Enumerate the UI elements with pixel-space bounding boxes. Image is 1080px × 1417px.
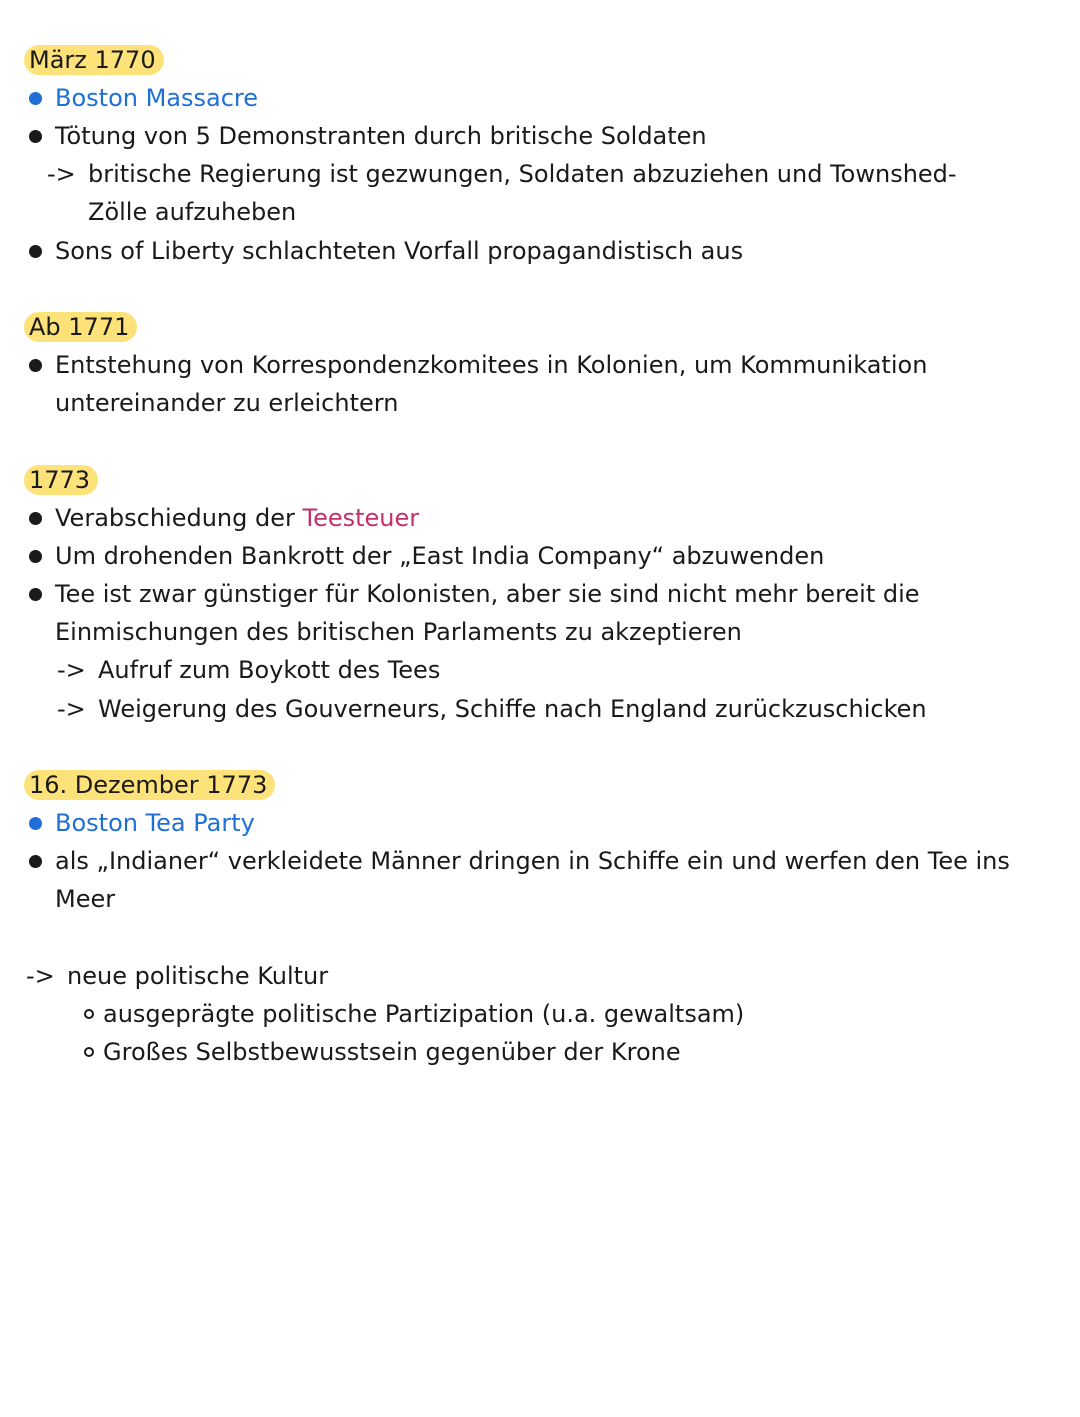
bullet-text-continued: Einmischungen des britischen Parlaments zu akzeptieren [55,618,742,646]
bullet-text: Tee ist zwar günstiger für Kolonisten, aber sie sind nicht mehr bereit die [55,580,920,608]
bullet-text-prefix: Verabschiedung der [55,504,303,532]
bullet-text-continued: Meer [55,885,116,913]
bullet-dot [29,512,42,525]
bullet-text: Entstehung von Korrespondenzkomitees in Kolonien, um Kommunikation [55,351,928,379]
consequence-text: Weigerung des Gouverneurs, Schiffe nach England zurückzuschicken [98,695,927,723]
bullet-dot [29,245,42,258]
date-label-ab-1771: Ab 1771 [24,312,137,342]
keyword-teesteuer: Teesteuer [302,504,420,532]
bullet-dot [29,130,42,143]
bullet-text: als „Indianer“ verkleidete Männer dringen in Schiffe ein und werfen den Tee ins [55,847,1010,875]
arrow-icon: -> [26,962,55,990]
consequence-text: britische Regierung ist gezwungen, Soldaten abzuziehen und Townshed- [88,160,957,188]
bullet-text: Sons of Liberty schlachteten Vorfall propagandistisch aus [55,237,744,265]
consequence-text-continued: Zölle aufzuheben [88,198,297,226]
arrow-icon: -> [57,656,86,684]
sub-bullet-circle [84,1009,94,1019]
topic-boston-massacre: Boston Massacre [55,84,259,112]
topic-boston-tea-party: Boston Tea Party [55,809,255,837]
arrow-icon: -> [47,160,76,188]
bullet-text: Tötung von 5 Demonstranten durch britische Soldaten [55,122,707,150]
bullet-text: Um drohenden Bankrott der „East India Company“ abzuwenden [55,542,825,570]
date-label-16-dezember-1773: 16. Dezember 1773 [24,770,275,800]
consequence-text: Aufruf zum Boykott des Tees [98,656,441,684]
bullet-dot [29,359,42,372]
arrow-icon: -> [57,695,86,723]
date-label-1773: 1773 [24,465,98,495]
bullet-dot-blue [29,817,42,830]
sub-bullet-text: ausgeprägte politische Partizipation (u.a. gewaltsam) [103,1000,745,1028]
bullet-dot-blue [29,92,42,105]
bullet-dot [29,550,42,563]
date-label-march-1770: März 1770 [24,45,164,75]
sub-bullet-text: Großes Selbstbewusstsein gegenüber der Krone [103,1038,681,1066]
bullet-dot [29,588,42,601]
bullet-dot [29,855,42,868]
bullet-text-continued: untereinander zu erleichtern [55,389,399,417]
conclusion-title: neue politische Kultur [67,962,329,990]
sub-bullet-circle [84,1047,94,1057]
bullet-text-teesteuer [55,503,419,533]
